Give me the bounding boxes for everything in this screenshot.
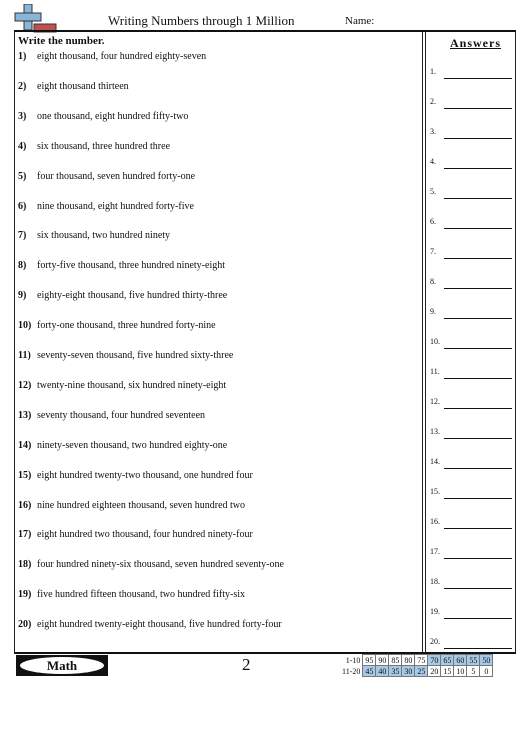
score-cell: 30 bbox=[402, 666, 415, 677]
answer-blank[interactable] bbox=[444, 348, 512, 349]
question-number: 17) bbox=[18, 529, 32, 541]
answer-number: 16. bbox=[430, 517, 440, 526]
score-row bbox=[340, 655, 493, 666]
score-cell: 40 bbox=[376, 666, 389, 677]
answer-row[interactable] bbox=[430, 547, 514, 561]
answer-number: 11. bbox=[430, 367, 440, 376]
answer-blank[interactable] bbox=[444, 318, 512, 319]
question-text: seventy thousand, four hundred seventeen bbox=[37, 409, 206, 421]
answers-title: Answers bbox=[450, 36, 501, 50]
answer-row[interactable] bbox=[430, 427, 514, 441]
question-number: 18) bbox=[18, 559, 32, 571]
score-cell: 70 bbox=[428, 655, 441, 666]
question-item bbox=[18, 619, 282, 630]
score-row-label: 1-10 bbox=[345, 655, 361, 665]
score-cell: 15 bbox=[441, 666, 454, 677]
answer-number: 2. bbox=[430, 97, 436, 106]
question-text: eighty-eight thousand, five hundred thirty-three bbox=[37, 290, 228, 302]
answer-blank[interactable] bbox=[444, 558, 512, 559]
answer-number: 7. bbox=[430, 247, 436, 256]
score-cell: 60 bbox=[454, 655, 467, 666]
answer-row[interactable] bbox=[430, 457, 514, 471]
question-text: ninety-seven thousand, two hundred eighty-one bbox=[37, 439, 228, 451]
question-text: forty-one thousand, three hundred forty-nine bbox=[37, 320, 216, 332]
question-number: 5) bbox=[18, 170, 27, 182]
answer-number: 5. bbox=[430, 187, 436, 196]
question-number: 7) bbox=[18, 230, 27, 242]
question-text: eight thousand thirteen bbox=[37, 80, 129, 92]
question-item bbox=[18, 470, 253, 481]
answer-number: 14. bbox=[430, 457, 440, 466]
answer-blank[interactable] bbox=[444, 648, 512, 649]
question-number: 9) bbox=[18, 290, 27, 302]
answer-row[interactable] bbox=[430, 247, 514, 261]
score-cell: 10 bbox=[454, 666, 467, 677]
question-text: eight hundred twenty-eight thousand, five hundred forty-four bbox=[37, 619, 282, 631]
question-number: 2) bbox=[18, 80, 27, 92]
answer-row[interactable] bbox=[430, 607, 514, 621]
answer-row[interactable] bbox=[430, 577, 514, 591]
answer-column-divider bbox=[422, 32, 426, 652]
answer-blank[interactable] bbox=[444, 408, 512, 409]
question-text: twenty-nine thousand, six hundred ninety-eight bbox=[37, 379, 227, 391]
question-text: four thousand, seven hundred forty-one bbox=[37, 170, 196, 182]
answer-row[interactable] bbox=[430, 277, 514, 291]
answer-number: 19. bbox=[430, 607, 440, 616]
page-number: 2 bbox=[242, 655, 251, 674]
answer-blank[interactable] bbox=[444, 198, 512, 199]
math-badge-label: Math bbox=[20, 657, 104, 674]
answer-row[interactable] bbox=[430, 307, 514, 321]
question-item bbox=[18, 141, 170, 152]
answer-blank[interactable] bbox=[444, 138, 512, 139]
question-item bbox=[18, 171, 195, 182]
answer-number: 18. bbox=[430, 577, 440, 586]
answer-row[interactable] bbox=[430, 637, 514, 651]
question-text: nine thousand, eight hundred forty-five bbox=[37, 200, 194, 212]
answer-row[interactable] bbox=[430, 67, 514, 81]
answer-row[interactable] bbox=[430, 127, 514, 141]
question-item bbox=[18, 350, 233, 361]
answer-number: 9. bbox=[430, 307, 436, 316]
question-text: eight thousand, four hundred eighty-seven bbox=[37, 51, 207, 62]
question-item bbox=[18, 380, 226, 391]
question-text: eight hundred twenty-two thousand, one hundred four bbox=[37, 469, 253, 481]
answer-blank[interactable] bbox=[444, 288, 512, 289]
answer-number: 13. bbox=[430, 427, 440, 436]
question-item bbox=[18, 320, 216, 331]
answer-number: 8. bbox=[430, 277, 436, 286]
question-number: 14) bbox=[18, 439, 32, 451]
question-number: 10) bbox=[18, 320, 32, 332]
answer-blank[interactable] bbox=[444, 468, 512, 469]
question-number: 16) bbox=[18, 499, 32, 511]
question-item bbox=[18, 440, 227, 451]
answer-number: 15. bbox=[430, 487, 440, 496]
score-row-label: 11-20 bbox=[342, 666, 361, 676]
score-cell: 25 bbox=[415, 666, 428, 677]
question-text: forty-five thousand, three hundred ninety-eight bbox=[37, 260, 225, 272]
question-number: 20) bbox=[18, 619, 32, 631]
answer-row[interactable] bbox=[430, 187, 514, 201]
question-number: 3) bbox=[18, 110, 27, 122]
score-cell: 50 bbox=[480, 655, 493, 666]
question-item bbox=[18, 51, 206, 62]
question-item bbox=[18, 111, 188, 122]
score-cell: 45 bbox=[363, 666, 376, 677]
question-item bbox=[18, 260, 225, 271]
question-item bbox=[18, 410, 205, 421]
name-label: Name: bbox=[345, 15, 375, 27]
math-badge bbox=[16, 655, 108, 676]
score-cell: 20 bbox=[428, 666, 441, 677]
answer-row[interactable] bbox=[430, 487, 514, 501]
question-item bbox=[18, 201, 194, 212]
score-cell: 35 bbox=[389, 666, 402, 677]
answer-blank[interactable] bbox=[444, 528, 512, 529]
answer-row[interactable] bbox=[430, 97, 514, 111]
answer-blank[interactable] bbox=[444, 168, 512, 169]
answer-number: 12. bbox=[430, 397, 440, 406]
question-number: 19) bbox=[18, 589, 32, 601]
question-item bbox=[18, 589, 245, 600]
question-text: nine hundred eighteen thousand, seven hundred two bbox=[37, 499, 246, 511]
score-cell: 75 bbox=[415, 655, 428, 666]
answer-number: 17. bbox=[430, 547, 440, 556]
question-text: one thousand, eight hundred fifty-two bbox=[37, 110, 189, 122]
question-text: four hundred ninety-six thousand, seven hundred seventy-one bbox=[37, 559, 284, 571]
answer-row[interactable] bbox=[430, 337, 514, 351]
score-cell: 85 bbox=[389, 655, 402, 666]
score-cell: 65 bbox=[441, 655, 454, 666]
question-number: 4) bbox=[18, 140, 27, 152]
answer-number: 6. bbox=[430, 217, 436, 226]
question-item bbox=[18, 500, 245, 511]
question-number: 8) bbox=[18, 260, 27, 272]
score-cell: 5 bbox=[467, 666, 480, 677]
question-item bbox=[18, 559, 284, 570]
question-text: seventy-seven thousand, five hundred sixty-three bbox=[37, 350, 234, 361]
answer-row[interactable] bbox=[430, 217, 514, 231]
answer-row[interactable] bbox=[430, 157, 514, 171]
score-cell: 95 bbox=[363, 655, 376, 666]
answer-blank[interactable] bbox=[444, 378, 512, 379]
answer-row[interactable] bbox=[430, 517, 514, 531]
answer-number: 4. bbox=[430, 157, 436, 166]
question-text: six thousand, two hundred ninety bbox=[37, 230, 171, 242]
question-number: 12) bbox=[18, 379, 32, 391]
question-number: 1) bbox=[18, 51, 27, 62]
answer-blank[interactable] bbox=[444, 228, 512, 229]
question-text: eight hundred two thousand, four hundred ninety-four bbox=[37, 529, 253, 541]
question-item bbox=[18, 81, 129, 92]
answer-number: 20. bbox=[430, 637, 440, 646]
question-text: six thousand, three hundred three bbox=[37, 140, 171, 152]
score-cell: 80 bbox=[402, 655, 415, 666]
answer-row[interactable] bbox=[430, 397, 514, 411]
answer-blank[interactable] bbox=[444, 258, 512, 259]
answer-blank[interactable] bbox=[444, 108, 512, 109]
answer-number: 3. bbox=[430, 127, 436, 136]
answer-row[interactable] bbox=[430, 367, 514, 381]
score-cell: 0 bbox=[480, 666, 493, 677]
question-number: 13) bbox=[18, 409, 32, 421]
answer-blank[interactable] bbox=[444, 588, 512, 589]
answer-blank[interactable] bbox=[444, 438, 512, 439]
question-item bbox=[18, 290, 227, 301]
question-number: 15) bbox=[18, 469, 32, 481]
answer-number: 10. bbox=[430, 337, 440, 346]
question-item bbox=[18, 230, 170, 241]
question-item bbox=[18, 529, 253, 540]
page-title: Writing Numbers through 1 Million bbox=[108, 13, 295, 28]
answer-blank[interactable] bbox=[444, 618, 512, 619]
question-text: five hundred fifteen thousand, two hundred fifty-six bbox=[37, 589, 246, 601]
answer-blank[interactable] bbox=[444, 498, 512, 499]
score-row bbox=[340, 666, 493, 677]
question-number: 6) bbox=[18, 200, 27, 212]
answer-blank[interactable] bbox=[444, 78, 512, 79]
score-cell: 90 bbox=[376, 655, 389, 666]
score-table bbox=[340, 654, 493, 677]
answer-number: 1. bbox=[430, 67, 436, 76]
question-number: 11) bbox=[18, 350, 31, 361]
score-cell: 55 bbox=[467, 655, 480, 666]
instructions: Write the number. bbox=[18, 35, 105, 47]
